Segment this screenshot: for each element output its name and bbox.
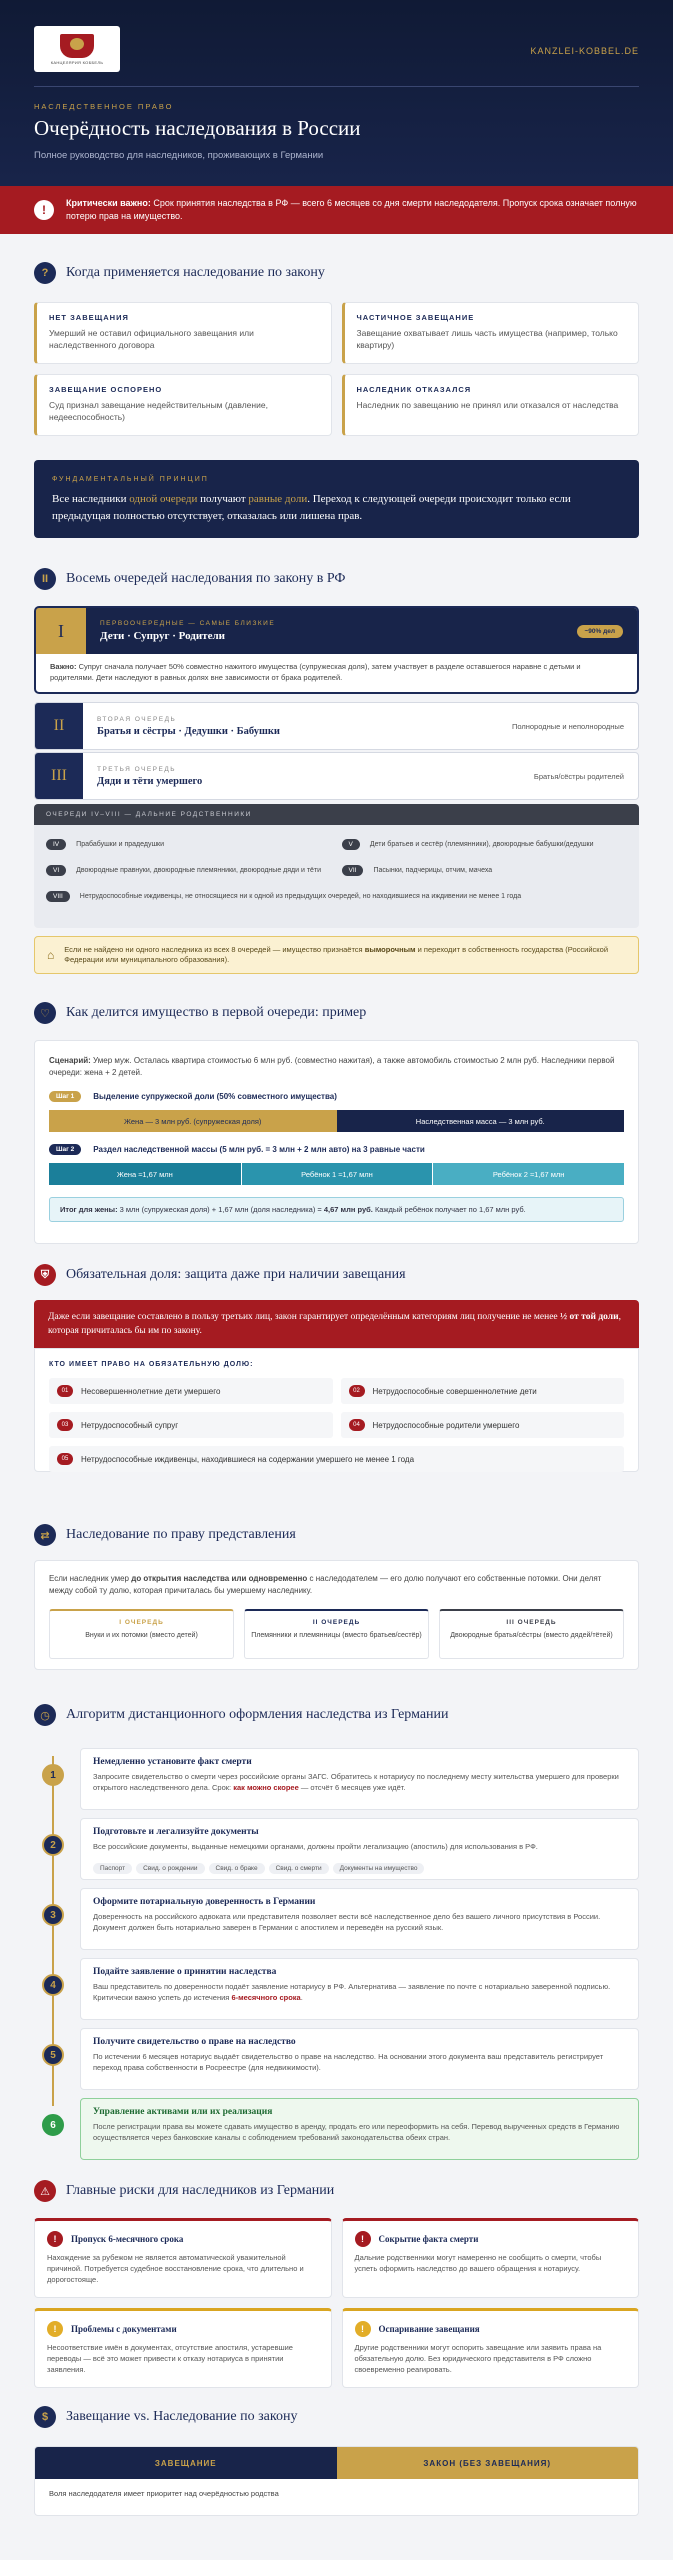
order-2-card[interactable] — [34, 702, 639, 750]
step-tag: Шаг 2 — [49, 1144, 81, 1155]
algorithm-step — [34, 2028, 639, 2090]
heart-icon: ♡ — [34, 1002, 56, 1024]
section-title: Главные риски для наследников из Германии — [66, 2183, 335, 2198]
section-algorithm — [34, 1702, 639, 1728]
firm-logo[interactable] — [34, 26, 120, 72]
step-desc: Все российские документы, выданные немецкими органами, должны пройти легализацию (апостиль) для использования в РФ. — [93, 1842, 538, 1851]
step-title: Получите свидетельство о праве на наследство — [93, 2037, 296, 2047]
question-icon: ? — [34, 262, 56, 284]
case-title: ЗАВЕЩАНИЕ ОСПОРЕНО — [49, 385, 163, 394]
alert-icon: ! — [355, 2321, 371, 2337]
order-numeral: II — [35, 703, 83, 749]
case-desc: Завещание охватывает лишь часть имущества (например, только квартиру) — [356, 328, 618, 350]
section-comparison — [34, 2404, 639, 2430]
risk-card: ! Пропуск 6-месячного срока Нахождение за рубежом не является автоматической уважительной причиной. Потребуется судебное восстановление срока, что длительно и дорогостояще. — [34, 2218, 332, 2298]
section-number: II — [34, 568, 56, 590]
algorithm-step — [34, 1888, 639, 1950]
crest-icon — [60, 34, 94, 58]
section-mandatory — [34, 1262, 639, 1288]
table-row: Воля наследодателя имеет приоритет над очерёдностью родства — [49, 2489, 279, 2498]
representation-col: III ОЧЕРЕДЬ Двоюродные братья/сёстры (вместо дядей/тётей) — [439, 1609, 624, 1659]
alert-icon: ! — [47, 2231, 63, 2247]
house-icon: ⌂ — [47, 948, 55, 962]
order-numeral: I — [36, 608, 86, 654]
far-orders-title: ОЧЕРЕДИ IV–VIII — ДАЛЬНИЕ РОДСТВЕННИКИ — [34, 804, 639, 825]
site-link[interactable]: KANZLEI-KOBBEL.DE — [530, 46, 639, 56]
link-icon: ⇄ — [34, 1524, 56, 1546]
doc-tag: Документы на имущество — [333, 1863, 425, 1874]
dollar-icon: $ — [34, 2406, 56, 2428]
section-representation — [34, 1522, 639, 1548]
order-note: Важно: Супруг сначала получает 50% совместно нажитого имущества (супружеская доля), затем участвует в разделе оставшегося наравне с детьми и родителями. Дети наследуют в равных долях вне зависимости от брака родителей. — [50, 662, 581, 682]
order-3-card[interactable] — [34, 752, 639, 800]
warning-icon: ⚠ — [34, 2180, 56, 2202]
page-subtitle: Полное руководство для наследников, проживающих в Германии — [34, 150, 324, 161]
order-name: Братья и сёстры · Дедушки · Бабушки — [97, 725, 280, 737]
mandatory-banner: Даже если завещание составлено в пользу третьих лиц, закон гарантирует определённым категориям лиц получение не менее ½ от той доли, которая причиталась бы им по закону. — [34, 1300, 639, 1348]
case-title: ЧАСТИЧНОЕ ЗАВЕЩАНИЕ — [356, 313, 475, 322]
logo-caption: КАНЦЕЛЯРИЯ КОББЕЛЬ — [50, 59, 104, 65]
bar-segment: Ребёнок 1 ≈1,67 млн — [241, 1163, 433, 1185]
critical-alert — [0, 186, 673, 234]
step-desc: Ваш представитель по доверенности подаёт заявление нотариусу в РФ. Альтернатива — заявление по почте с нотариально заверенной подписью. Критически важно успеть до истечения 6-месячного срока. — [93, 1982, 611, 2002]
risks-grid — [34, 2218, 639, 2388]
alert-body: Срок принятия наследства в РФ — всего 6 месяцев со дня смерти наследодателя. Пропуск срока означает полную потерю прав на имущество. — [66, 197, 637, 221]
section-risks — [34, 2178, 639, 2204]
mandatory-item: 01 Несовершеннолетние дети умершего — [49, 1378, 333, 1404]
header-kicker: НАСЛЕДСТВЕННОЕ ПРАВО — [34, 102, 174, 111]
doc-tag: Свид. о смерти — [269, 1863, 329, 1874]
case-title: НАСЛЕДНИК ОТКАЗАЛСЯ — [356, 385, 472, 394]
comparison-table — [34, 2446, 639, 2516]
doc-tag: Свид. о рождении — [136, 1863, 204, 1874]
representation-col: I ОЧЕРЕДЬ Внуки и их потомки (вместо детей) — [49, 1609, 234, 1659]
principle-kicker: ФУНДАМЕНТАЛЬНЫЙ ПРИНЦИП — [52, 476, 209, 483]
order-kicker: ТРЕТЬЯ ОЧЕРЕДЬ — [97, 765, 177, 773]
bar-segment: Жена ≈1,67 млн — [49, 1163, 241, 1185]
section-title: Завещание vs. Наследование по закону — [66, 2409, 298, 2424]
step-title: Немедленно установите факт смерти — [93, 1757, 252, 1767]
shield-icon: ⛨ — [34, 1264, 56, 1286]
case-card — [34, 302, 332, 364]
far-order-item: VIII Нетрудоспособные иждивенцы, не относящиеся ни к одной из предыдущих очередей, но находившиеся на иждивении не менее 1 года — [46, 885, 627, 907]
section-title: Как делится имущество в первой очереди: пример — [66, 1005, 367, 1020]
header-divider — [34, 86, 639, 87]
step-number: 4 — [42, 1974, 64, 1996]
far-orders-box — [34, 804, 639, 928]
doc-tag: Паспорт — [93, 1863, 132, 1874]
escheat-text: Если не найдено ни одного наследника из всех 8 очередей — имущество признаётся выморочным и переходит в собственность государства (Российской Федерации или муниципального образования). — [64, 944, 609, 964]
step-title: Управление активами или их реализация — [93, 2107, 273, 2117]
col-header: ЗАВЕЩАНИЕ — [35, 2447, 337, 2479]
far-order-item: VII Пасынки, падчерицы, отчим, мачеха — [342, 859, 628, 881]
case-card — [342, 374, 640, 436]
total-summary: Итог для жены: 3 млн (супружеская доля) + 1,67 млн (доля наследника) = 4,67 млн руб. Каждый ребёнок получает по 1,67 млн руб. — [49, 1197, 624, 1222]
principle-box — [34, 460, 639, 538]
step-title: Подготовьте и легализуйте документы — [93, 1827, 259, 1837]
mandatory-item: 04 Нетрудоспособные родители умершего — [341, 1412, 625, 1438]
case-desc: Наследник по завещанию не принял или отказался от наследства — [356, 400, 619, 410]
page-title: Очерёдность наследования в России — [34, 116, 361, 140]
order-kicker: ВТОРАЯ ОЧЕРЕДЬ — [97, 715, 177, 723]
section-title: Восемь очередей наследования по закону в РФ — [66, 571, 346, 586]
step-desc: Доверенность на российского адвоката или представителя позволяет вести всё наследственное дело без вашего личного присутствия в России. Документ должен быть нотариально заверен в Германии с апостилем и переведён на русский язык. — [93, 1912, 601, 1932]
step-tag: Шаг 1 — [49, 1091, 81, 1102]
share-badge: ~90% дел — [577, 625, 623, 638]
step-desc: Запросите свидетельство о смерти через российские органы ЗАГС. Обратитесь к нотариусу по последнему месту жительства умершего для проверки открытого наследственного дела. Срок: как можно скорее — отсчёт 6 месяцев уже идёт. — [93, 1772, 619, 1792]
col-header: ЗАКОН (БЕЗ ЗАВЕЩАНИЯ) — [337, 2447, 639, 2479]
section-orders — [34, 566, 639, 592]
representation-col: II ОЧЕРЕДЬ Племянники и племянницы (вместо братьев/сестёр) — [244, 1609, 429, 1659]
example-card — [34, 1040, 639, 1244]
far-order-item: VI Двоюродные правнуки, двоюродные племянники, двоюродные дяди и тёти — [46, 859, 332, 881]
step-number: 2 — [42, 1834, 64, 1856]
mandatory-list — [34, 1348, 639, 1472]
step-text: Раздел наследственной массы (5 млн руб. = 3 млн + 2 млн авто) на 3 равные части — [93, 1145, 425, 1154]
case-desc: Суд признал завещание недействительным (давление, недееспособность) — [49, 400, 268, 422]
order-name: Дяди и тёти умершего — [97, 775, 203, 787]
estate-split-bar — [49, 1163, 624, 1185]
step-desc: По истечении 6 месяцев нотариус выдаёт свидетельство о праве на наследство. На основании этого документа ваш представитель регистрирует переход права собственности в Росреестре (для недвижимости). — [93, 2052, 604, 2072]
mandatory-item: 02 Нетрудоспособные совершеннолетние дети — [341, 1378, 625, 1404]
algorithm-step — [34, 2098, 639, 2160]
order-kicker: ПЕРВООЧЕРЕДНЫЕ — САМЫЕ БЛИЗКИЕ — [100, 620, 276, 627]
section-example — [34, 1000, 639, 1026]
spouse-share-bar — [49, 1110, 624, 1132]
doc-tag: Свид. о браке — [209, 1863, 265, 1874]
far-order-item: IV Прабабушки и прадедушки — [46, 833, 332, 855]
bar-segment: Жена — 3 млн руб. (супружеская доля) — [49, 1110, 337, 1132]
scenario-text: Сценарий: Умер муж. Осталась квартира стоимостью 6 млн руб. (совместно нажитая), а также автомобиль стоимостью 2 млн руб. Наследники первой очереди: жена + 2 детей. — [49, 1056, 615, 1077]
case-title: НЕТ ЗАВЕЩАНИЯ — [49, 313, 129, 322]
algorithm-step — [34, 1748, 639, 1810]
order-note: Братья/сёстры родителей — [533, 771, 624, 781]
mandatory-item: 03 Нетрудоспособный супруг — [49, 1412, 333, 1438]
section-title: Когда применяется наследование по закону — [66, 265, 325, 280]
section-title: Алгоритм дистанционного оформления наследства из Германии — [66, 1707, 449, 1722]
far-order-item: V Дети братьев и сестёр (племянники), двоюродные бабушки/дедушки — [342, 833, 628, 855]
step-title: Подайте заявление о принятии наследства — [93, 1967, 277, 1977]
case-desc: Умерший не оставил официального завещания или наследственного договора — [49, 328, 254, 350]
alert-icon: ! — [34, 200, 54, 220]
step-number: 1 — [42, 1764, 64, 1786]
alert-icon: ! — [355, 2231, 371, 2247]
risk-card: ! Проблемы с документами Несоответствие имён в документах, отсутствие апостиля, устаревшие переводы — всё это может привести к отказу нотариуса в принятии заявления. — [34, 2308, 332, 2388]
order-note: Полнородные и неполнородные — [511, 721, 624, 731]
section-when — [34, 260, 639, 436]
step-text: Выделение супружеской доли (50% совместного имущества) — [93, 1092, 337, 1101]
risk-card: ! Сокрытие факта смерти Дальние родственники могут намеренно не сообщить о смерти, чтобы успеть оформить наследство до вашего обращения к нотариусу. — [342, 2218, 640, 2298]
alert-text — [66, 197, 639, 223]
order-numeral: III — [35, 753, 83, 799]
section-title: Обязательная доля: защита даже при наличии завещания — [66, 1267, 406, 1282]
alert-icon: ! — [47, 2321, 63, 2337]
step-number: 5 — [42, 2044, 64, 2066]
case-card — [342, 302, 640, 364]
order-1-card[interactable] — [34, 606, 639, 694]
step-number: 3 — [42, 1904, 64, 1926]
clock-icon: ◷ — [34, 1704, 56, 1726]
step-number: 6 — [42, 2114, 64, 2136]
algorithm-step — [34, 1818, 639, 1880]
representation-text: Если наследник умер до открытия наследства или одновременно с наследодателем — его долю получают его собственные потомки. Они делят между собой ту долю, которая причиталась бы умершему наследнику. — [49, 1574, 602, 1595]
order-name: Дети · Супруг · Родители — [100, 630, 225, 642]
risk-card: ! Оспаривание завещания Другие родственники могут оспорить завещание или заявить права на обязательную долю. Без юридического представителя в РФ сложно своевременно реагировать. — [342, 2308, 640, 2388]
representation-card — [34, 1560, 639, 1670]
bar-segment: Ребёнок 2 ≈1,67 млн — [432, 1163, 624, 1185]
mandatory-heading: КТО ИМЕЕТ ПРАВО НА ОБЯЗАТЕЛЬНУЮ ДОЛЮ: — [49, 1361, 254, 1368]
alert-bold: Критически важно: — [66, 197, 151, 208]
step-desc: После регистрации права вы можете сдавать имущество в аренду, продать его или переоформить на себя. Перевод вырученных средств в Германию осуществляется через банковские каналы с соблюдением требований законодательства обеих стран. — [93, 2122, 620, 2142]
mandatory-item: 05 Нетрудоспособные иждивенцы, находившиеся на содержании умершего не менее 1 года — [49, 1446, 624, 1472]
page-header — [0, 0, 673, 186]
case-card — [34, 374, 332, 436]
principle-text: Все наследники одной очереди получают равные доли. Переход к следующей очереди происходит только если предыдущая полностью отсутствует, отказалась или лишена прав. — [52, 493, 571, 523]
bar-segment: Наследственная масса — 3 млн руб. — [337, 1110, 625, 1132]
algorithm-step — [34, 1958, 639, 2020]
escheat-note — [34, 936, 639, 974]
section-title: Наследование по праву представления — [66, 1527, 296, 1542]
step-title: Оформите потариальную доверенность в Германии — [93, 1897, 316, 1907]
